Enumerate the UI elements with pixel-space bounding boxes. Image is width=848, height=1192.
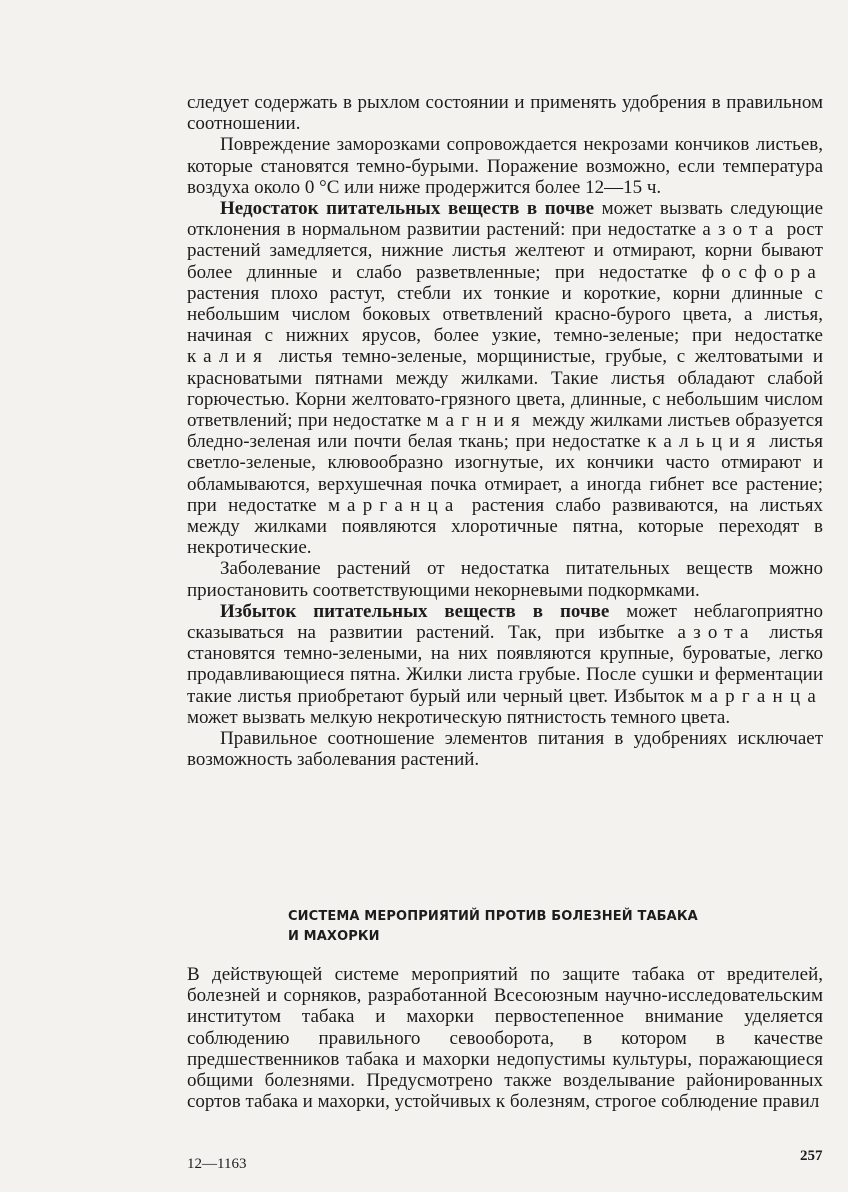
text-run: Заболевание растений от недостатка питательных веществ можно приостановить соответствующими некорневыми подкормками. bbox=[187, 558, 823, 601]
bold-heading-run: Избыток питательных веществ в почве bbox=[220, 600, 610, 622]
paragraph bbox=[187, 601, 823, 728]
spaced-term: магния bbox=[426, 410, 527, 432]
text-run: может вызвать следующие отклонения в нормальном развитии растений: при недостатке bbox=[187, 198, 823, 241]
page-number: 257 bbox=[800, 1148, 823, 1164]
paragraph bbox=[187, 198, 823, 558]
spaced-term: азота bbox=[702, 219, 781, 241]
text-run: может неблагоприятно сказываться на развитии растений. Так, при избытке bbox=[187, 600, 823, 644]
spaced-term: кальция bbox=[647, 431, 763, 453]
section-body bbox=[187, 964, 823, 1112]
footer-print-code: 12—1163 bbox=[187, 1156, 247, 1172]
text-run: следует содержать в рыхлом состоянии и применять удобрения в правильном соотношении. bbox=[187, 92, 823, 135]
text-run: растения плохо растут, стебли их тонкие и короткие, корни длинные с небольшим числом боковых ответвлений красно-бурого цвета, а листья, начиная с нижних ярусов, более узкие, темно-зеленые; при недостатке bbox=[187, 282, 823, 347]
main-text bbox=[187, 92, 823, 771]
section-heading-line-1: СИСТЕМА МЕРОПРИЯТИЙ ПРОТИВ БОЛЕЗНЕЙ ТАБАКА bbox=[288, 909, 698, 924]
text-run: Повреждение заморозками сопровождается некрозами кончиков листьев, которые становятся темно-бурыми. Поражение возможно, если температура воздуха около 0 °С или ниже продержится более 12—15 ч. bbox=[187, 134, 823, 198]
bold-heading-run: Недостаток питательных веществ в почве bbox=[220, 198, 595, 220]
spaced-term: марганца bbox=[327, 494, 461, 516]
text-run: рост растений замедляется, нижние листья желтеют и отмирают, корни бывают более длинные и слабо разветвленные; при недостатке bbox=[187, 219, 823, 283]
text-run: листья светло-зеленые, клювообразно изогнутые, их кончики часто отмирают и обламываются, верхушечная почка отмирает, а иногда гибнет все растение; при недостатке bbox=[187, 431, 823, 516]
paragraph bbox=[187, 92, 823, 134]
text-run: между жилками листьев образуется бледно-зеленая или почти белая ткань; при недостатке bbox=[187, 410, 823, 453]
paragraph bbox=[187, 134, 823, 198]
spaced-term: калия bbox=[187, 346, 270, 368]
paragraph bbox=[187, 558, 823, 600]
text-run: листья становятся темно-зелеными, на них появляются крупные, буроватые, легко продавливающиеся пятна. Жилки листа грубые. После сушки и ферментации такие листья приобретают бурый или черный цвет. Избыток bbox=[187, 622, 823, 707]
text-run: листья темно-зеленые, морщинистые, грубые, с желтоватыми и красноватыми пятнами между жилками. Такие листья обладают слабой горючестью. Корни желтовато-грязного цвета, длинные, с небольшим числом ответвлений; при недостатке bbox=[187, 346, 823, 432]
section-heading-line-2: И МАХОРКИ bbox=[288, 929, 380, 944]
spaced-term: фосфора bbox=[701, 261, 823, 283]
paragraph bbox=[187, 728, 823, 770]
text-run: растения слабо развиваются, на листьях между жилками появляются хлоротичные пятна, которые переходят в некротические. bbox=[187, 494, 823, 559]
section-heading bbox=[288, 907, 748, 947]
spaced-term: азота bbox=[677, 622, 756, 644]
page-body bbox=[187, 92, 823, 771]
text-run: Правильное соотношение элементов питания в удобрениях исключает возможность заболевания растений. bbox=[187, 728, 823, 771]
text-run: может вызвать мелкую некротическую пятнистость темного цвета. bbox=[187, 706, 731, 728]
spaced-term: марганца bbox=[690, 685, 823, 707]
section-paragraph: В действующей системе мероприятий по защите табака от вредителей, болезней и сорняков, разработанной Всесоюзным научно-исследовательским институтом табака и махорки первостепенное внимание уделяется соблюдению правильного севооборота, в котором в качестве предшественников табака и махорки недопустимы культуры, поражающиеся общими болезнями. Предусмотрено также возделывание районированных сортов табака и махорки, устойчивых к болезням, строгое соблюдение правил bbox=[187, 964, 823, 1113]
